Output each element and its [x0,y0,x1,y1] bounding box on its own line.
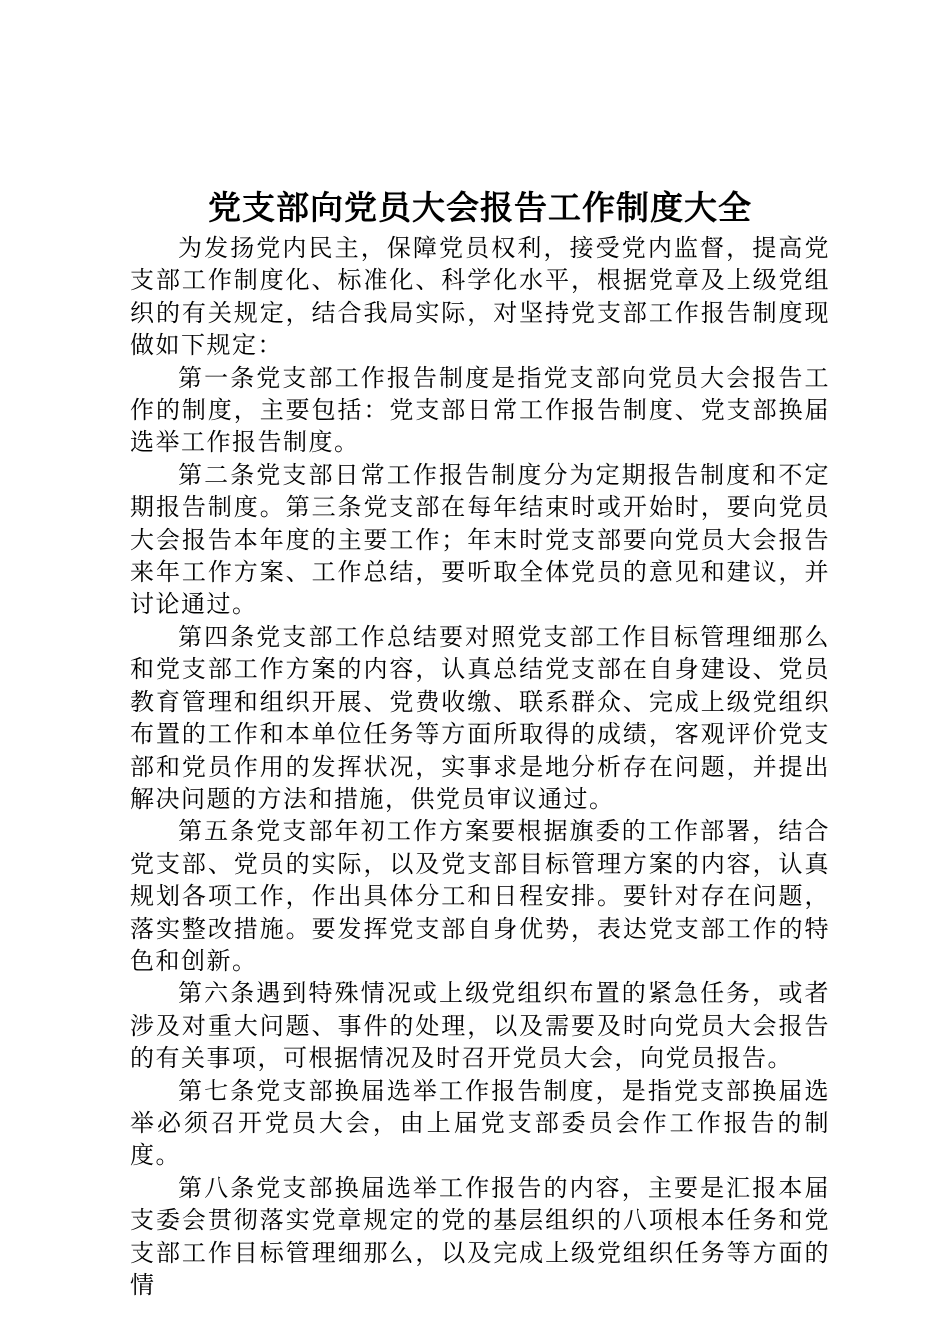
paragraph-article-8: 第八条党支部换届选举工作报告的内容，主要是汇报本届支委会贯彻落实党章规定的党的基层组织的八项根本任务和党支部工作目标管理细那么，以及完成上级党组织任务等方面的情 [130,1173,830,1299]
paragraph-article-5: 第五条党支部年初工作方案要根据旗委的工作部署，结合党支部、党员的实际，以及党支部目标管理方案的内容，认真规划各项工作，作出具体分工和日程安排。要针对存在问题，落实整改措施。要发挥党支部自身优势，表达党支部工作的特色和创新。 [130,817,830,975]
paragraph-article-7: 第七条党支部换届选举工作报告制度，是指党支部换届选举必须召开党员大会，由上届党支部委员会作工作报告的制度。 [130,1076,830,1170]
paragraph-intro: 为发扬党内民主，保障党员权利，接受党内监督，提高党支部工作制度化、标准化、科学化水平，根据党章及上级党组织的有关规定，结合我局实际，对坚持党支部工作报告制度现做如下规定： [130,234,830,360]
paragraph-article-1: 第一条党支部工作报告制度是指党支部向党员大会报告工作的制度，主要包括：党支部日常工作报告制度、党支部换届选举工作报告制度。 [130,363,830,457]
paragraph-article-2-3: 第二条党支部日常工作报告制度分为定期报告制度和不定期报告制度。第三条党支部在每年结束时或开始时，要向党员大会报告本年度的主要工作；年末时党支部要向党员大会报告来年工作方案、工作总结，要听取全体党员的意见和建议，并讨论通过。 [130,460,830,619]
document-page [130,186,830,1301]
paragraph-article-4: 第四条党支部工作总结要对照党支部工作目标管理细那么和党支部工作方案的内容，认真总结党支部在自身建设、党员教育管理和组织开展、党费收缴、联系群众、完成上级党组织布置的工作和本单位任务等方面所取得的成绩，客观评价党支部和党员作用的发挥状况，实事求是地分析存在问题，并提出解决问题的方法和措施，供党员审议通过。 [130,622,830,813]
paragraph-article-6: 第六条遇到特殊情况或上级党组织布置的紧急任务，或者涉及对重大问题、事件的处理，以及需要及时向党员大会报告的有关事项，可根据情况及时召开党员大会，向党员报告。 [130,979,830,1073]
document-title: 党支部向党员大会报告工作制度大全 [208,188,752,227]
